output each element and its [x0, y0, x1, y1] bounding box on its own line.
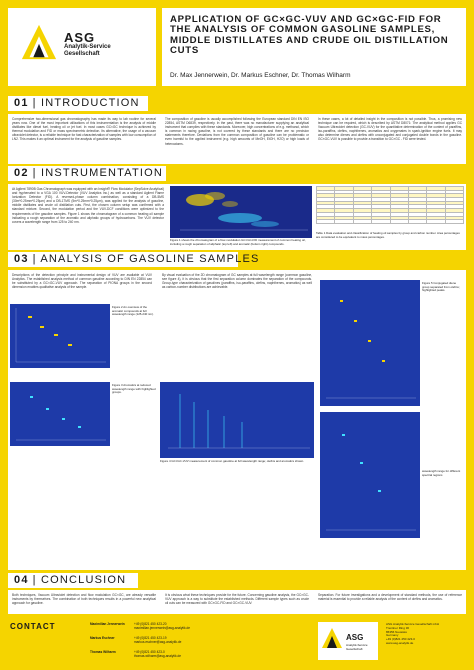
- section-heading-introduction: 01 | INTRODUCTION: [8, 96, 148, 111]
- table-1: [316, 186, 464, 224]
- figure-6-caption: wavelength range for different spectral regions: [422, 469, 461, 477]
- contact-title: CONTACT: [10, 622, 56, 631]
- figure-2-caption: Figure 2 An overview of the aromatic compounds at full wavelength range (125-240 nm).: [112, 305, 154, 317]
- contact-email[interactable]: markus.eschner@asg-analytik.de: [134, 640, 182, 644]
- figure-5-plot: [320, 280, 420, 406]
- figure-4-plot: [160, 382, 314, 458]
- contact-email[interactable]: maximilian.jennerwein@asg-analytik.de: [134, 626, 191, 630]
- conclusion-col-3: Separation. For future investigations and a development of standard methods, the use of reference material is essential to provide a reliable analysis of the content of olefins and aromatics.: [318, 593, 462, 602]
- figure-2-plot: [10, 304, 110, 368]
- instrumentation-panel: [8, 184, 466, 250]
- title-panel: [162, 8, 466, 86]
- gasoline-panel: [8, 270, 466, 570]
- intro-col-2: The composition of gasoline is usually accomplished following the European standard DIN EN ISO 22854, ASTM D6839, respectively. In the past, there was no manufacturer supplying an analytical instrument that complies with these standards. Moreover, high concentrations of e.g. methanol, which is common in racing gasoline, is not covered by these standards and there are no precision statements therefore. Deviations from the common composition of gasoline can be problematic or even harmful to the applied instrument (e.g. high amounts of MeOH, EtOH, H2O) or high loads of heteroatoms.: [165, 117, 309, 146]
- asg-footer-logo-icon: [318, 622, 378, 660]
- figure-3-caption: Figure 3 Aromatics at reduced wavelength range with highlighted groups.: [112, 383, 156, 395]
- authors: Dr. Max Jennerwein, Dr. Markus Eschner, Dr. Thomas Wilharm: [170, 72, 351, 79]
- conclusion-col-1: Both techniques, Vacuum Ultraviolet detection and flow modulation GC×GC, are already versatile instruments by themselves. The combination of both techniques results in a powerful new analytical approach for gasoline.: [12, 593, 156, 606]
- figure-3-plot: [10, 382, 110, 446]
- footer-address: ASG Analytik-Service Gesellschaft mbH Trentiner Ring 30 86356 Neusäss Germany +49 (0)821 450 423-0 www.asg-analytik.de: [386, 622, 440, 645]
- figure-5-caption: Figure 5 Conjugated diene group separated from olefins; highlighted peaks.: [422, 281, 460, 293]
- footer-logo-name: ASG: [346, 633, 364, 642]
- intro-col-3: In these cases, a lot of detailed insight in the composition is not possible. Thus, a promising new technique can be required, which is described by ASTM D8071: The analytical method applies GC Vacuum Ultraviolet detection (GC-VUV) for the quantitative determination of the content of paraffins, iso-paraffins, olefins, naphthenes, aromatics and oxygenates in spark-ignition engine fuels. It may also determine dienes and olefins with unconjugated and conjugated double bonds in the gasoline. GC×GC-VUV is possible to provide a transition to GC×GC - FID were tested.: [318, 117, 462, 142]
- contact-row: Markus Eschner +49 (0)821 450 423-19 markus.eschner@asg-analytik.de: [90, 636, 182, 644]
- contact-email[interactable]: thomas.wilharm@asg-analytik.de: [134, 654, 181, 658]
- conclusion-col-2: It is obvious what these techniques provide for the future. Concerning gasoline analysis, the GC×GC-VUV approach is a way to substitute the established methods. Different sample types such as crude oil cuts can be measured with GC×GC-FID and GC×GC-VUV.: [165, 593, 309, 606]
- figure-6-plot: [320, 412, 420, 538]
- poster-header: [0, 0, 474, 92]
- chromatogram-plot: [170, 186, 312, 238]
- introduction-panel: [8, 114, 466, 164]
- asg-logo-icon: [20, 22, 58, 62]
- footer-website[interactable]: www.asg-analytik.de: [386, 640, 414, 645]
- section-heading-instrumentation: 02 | INSTRUMENTATION: [8, 166, 166, 181]
- footer-logo-sub-1: Analytik-Service: [346, 643, 368, 647]
- figure-4-caption: Figure 4 GC×GC-VUV measurement of common gasoline at full wavelength range; olefins and aromatics shown.: [160, 459, 305, 463]
- table-1-caption: Table 1 Data evaluation and classification of heating oil samples by group and carbon number. Area percentages are considered to be equivalent to mass percentages.: [316, 231, 460, 239]
- footer-logo-sub-2: Gesellschaft: [346, 647, 363, 651]
- gasoline-col-1: Descriptions of the detection principle and instrumental design of VUV are available at VUV Analytics. The established analysis method of common gasoline according to DIN EN 22854 can be substituted by a GC×GC-VUV approach. The separation of PIONA groups in the second dimension enables qualitative analysis of the sample.: [12, 273, 152, 290]
- footer-logo: [318, 622, 378, 660]
- section-heading-conclusion: 04 | CONCLUSION: [8, 573, 138, 588]
- gasoline-col-2: By visual evaluation of the 2D chromatogram of GC samples at full wavelength range (common gasoline, see figure 4), it is obvious that the first separation column dominates the separation of the compounds. Group-type characterization of gasolines (paraffins, iso-paraffins, olefins, naphthenes, aromatics) as well as carbon-number distributions are achievable.: [162, 273, 312, 290]
- conclusion-panel: [8, 590, 466, 614]
- logo-subtitle: Analytik-Service Gesellschaft: [64, 44, 111, 57]
- section-heading-gasoline: 03 | ANALYSIS OF GASOLINE SAMPLES: [8, 252, 238, 267]
- poster-title: APPLICATION OF GC×GC-VUV AND GC×GC-FID FOR THE ANALYSIS OF COMMON GASOLINE SAMPLES, MIDDLE DISTILLATES AND CRUDE OIL DISTILLATION CUTS: [170, 14, 449, 57]
- intro-col-1: Comprehensive two-dimensional gas chromatography has made its way to lab routine for several years now. One of the most important utilizations of this instrumentation is the analysis of middle distillates like diesel fuel, heating oil or jet fuel. In most cases GC×GC technique is achieved by thermal modulation and FID or mass spectrometric detection. Its alternative, the usage of a vacuum ultraviolet detector, is a reliable technique for fast characterization of samples with low consumption of LN2. This makes it an optimal instrument for the analysis of gasoline samples.: [12, 117, 156, 142]
- contact-row: Maximilian Jennerwein +49 (0)821 450 423-20 maximilian.jennerwein@asg-analytik.de: [90, 622, 191, 630]
- logo-panel: [8, 8, 156, 86]
- contact-bar: [0, 617, 474, 670]
- logo-name: ASG: [64, 30, 96, 45]
- figure-1-caption: Figure 1 shows the chromatogram of a flow modulation GC×GC-FID measurement of common heating oil, including a rough separation of aliphatic (top left) and aromatic (bottom right) compounds.: [170, 238, 306, 246]
- instrumentation-text: At Agilent 7890B Gas Chromatograph was equipped with an Insight® Flow Modulator (SepSolve Analytical) and hyphenated to a VGA 100 VUV-Detector (VUV Analytics Inc.) as well as a standard Agilent Flame Ionization Detector (FID). A reversed-phase column combination, consisting of a DB-5MS (30m*0.25mm*0.25µm) and a DB-17MS (5m*0.25mm*0.25µm), was applied for the analysis of gasoline, middle distillates and crude oil distillation cuts. First, the chosen column setup was confirmed with a standard mixture. Second, the modulation period and the VUV-DCF conditions were optimized to the requirements of the gasoline samples. Figure 1 shows the chromatogram of a common heating oil sample indicating a rough separation of the aromatic and aliphatic groups of hydrocarbons. The VUV detector covers a wavelength range from 125 to 240 nm.: [12, 187, 164, 224]
- figure-1-chromatogram: [170, 186, 312, 238]
- contact-row: Thomas Wilharm +49 (0)821 450 423-0 thomas.wilharm@asg-analytik.de: [90, 650, 181, 658]
